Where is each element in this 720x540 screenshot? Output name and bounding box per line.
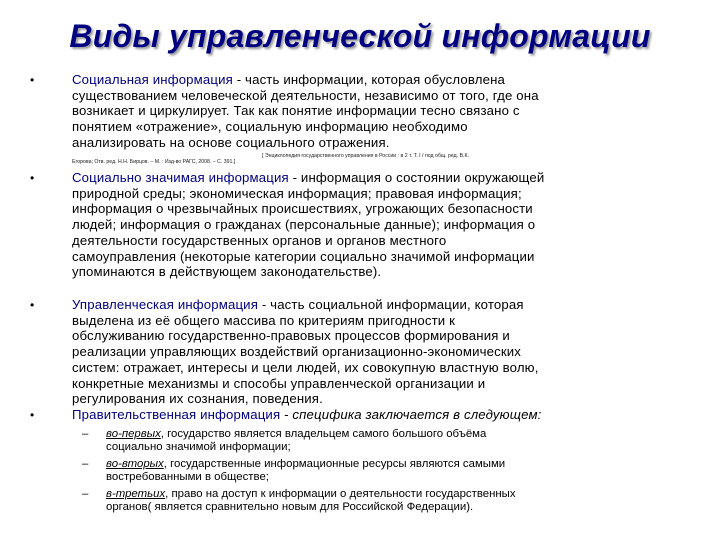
item-text: Социальная информация - часть информации, которая обусловлена существованием человеческой деятельности, независимо от того, где она возникает и циркулирует. Так как понятие информации тесно связано с понятием «отражение», социальную информацию необходимо анализировать на основе социального отражения. (72, 72, 539, 150)
page-title: Виды управленческой информации (69, 18, 651, 54)
sub-item-text: во-вторых, государственные информационные ресурсы являются самыми востребованными в обществе; (106, 458, 506, 484)
sub-item-key: во-вторых (106, 458, 164, 470)
dash-icon: – (82, 458, 89, 470)
item-text: Социально значимая информация - информация о состоянии окружающей природной среды; экономическая информация; правовая информация; информация о чрезвычайных происшествиях, угрожающих безопасности людей; информация о гражданах (персональные данные); информация о деятельности государственных органов и органов местного самоуправления (некоторые категории социально значимой информации упоминаются в действующем законодательстве). (72, 170, 545, 280)
item-text: Правительственная информация - специфика заключается в следующем: (72, 407, 542, 422)
bullet-icon: • (30, 73, 35, 87)
item-text: Управленческая информация - часть социальной информации, которая выделена из её общего массива по критериям пригодности к обслуживанию государственно-правовых процессов формирования и реализации управляющих воздействий организационно-экономических систем: отражает, интересы и цели людей, их совокупную властную волю, конкретные механизмы и способы управленческой организации и регулирования их сознания, поведения. (72, 297, 539, 407)
citation: [ Энциклопедия государственного управления в России : в 2 т. Т. I / под общ. ред. В.К. Егорова; Отв. ред. Н.Н. Бирцов. – М. : Изд-во РАГС, 2008. – С. 391.] (72, 153, 469, 166)
term: Управленческая информация (72, 297, 258, 312)
bullet-icon: • (30, 171, 35, 185)
sub-item-key: в-третьих (106, 488, 166, 500)
sub-item-text: в-третьих, право на доступ к информации о деятельности государственных органов( является сравнительно новым для Российской Федерации). (106, 488, 516, 514)
sub-item-key: во-первых (106, 428, 161, 440)
sub-item-text: во-первых, государство является владельцем самого большого объёма социально значимой информации; (106, 428, 487, 454)
bullet-icon: • (30, 408, 35, 422)
bullet-icon: • (30, 298, 35, 312)
dash-icon: – (82, 488, 89, 500)
dash-icon: – (82, 428, 89, 440)
term: Социально значимая информация (72, 170, 289, 185)
term: Социальная информация (72, 72, 233, 87)
term: Правительственная информация (72, 407, 281, 422)
